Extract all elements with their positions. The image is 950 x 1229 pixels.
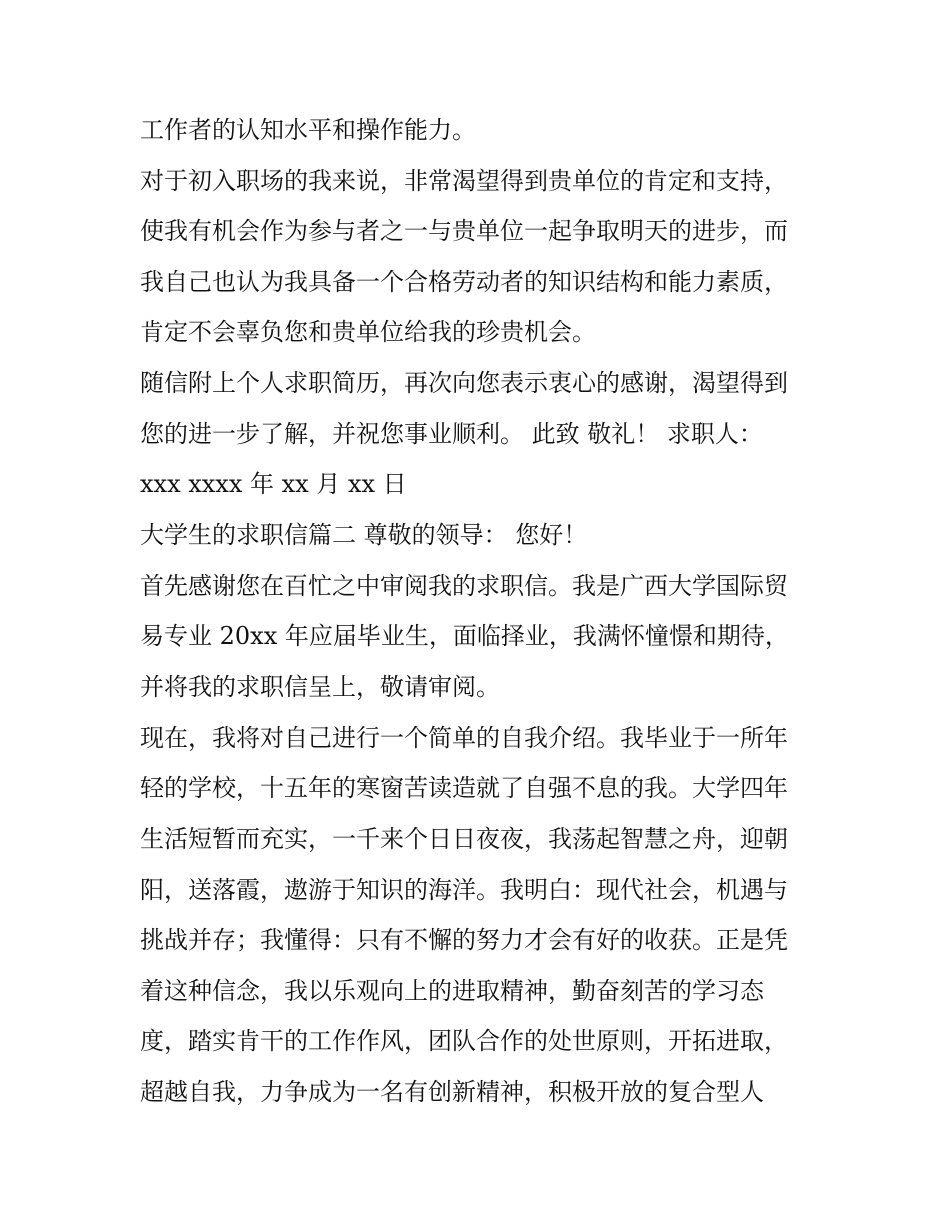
text-line-4: 我自己也认为我具备一个合格劳动者的知识结构和能力素质， bbox=[140, 268, 788, 296]
text-line-15: 生活短暂而充实，一千来个日日夜夜，我荡起智慧之舟，迎朝 bbox=[140, 825, 788, 853]
text-line-20: 超越自我，力争成为一名有创新精神，积极开放的复合型人 bbox=[140, 1078, 764, 1106]
text-line-18: 着这种信念，我以乐观向上的进取精神，勤奋刻苦的学习态 bbox=[140, 977, 764, 1005]
text-line-5: 肯定不会辜负您和贵单位给我的珍贵机会。 bbox=[140, 318, 596, 346]
text-line-7: 您的进一步了解，并祝您事业顺利。 此致 敬礼！ 求职人： bbox=[140, 420, 763, 448]
text-line-16: 阳，送落霞，遨游于知识的海洋。我明白：现代社会，机遇与 bbox=[140, 876, 788, 904]
text-line-1: 工作者的认知水平和操作能力。 bbox=[140, 116, 476, 144]
text-line-10: 首先感谢您在百忙之中审阅我的求职信。我是广西大学国际贸 bbox=[140, 572, 788, 600]
text-line-8: xxx xxxx 年 xx 月 xx 日 bbox=[140, 470, 407, 498]
text-line-19: 度，踏实肯干的工作作风，团队合作的处世原则，开拓进取， bbox=[140, 1027, 788, 1055]
text-line-3: 使我有机会作为参与者之一与贵单位一起争取明天的进步，而 bbox=[140, 217, 788, 245]
text-line-6: 随信附上个人求职简历，再次向您表示衷心的感谢，渴望得到 bbox=[140, 369, 788, 397]
text-line-9: 大学生的求职信篇二 尊敬的领导： 您好！ bbox=[140, 521, 588, 549]
text-line-13: 现在，我将对自己进行一个简单的自我介绍。我毕业于一所年 bbox=[140, 724, 788, 752]
text-line-12: 并将我的求职信呈上，敬请审阅。 bbox=[140, 673, 500, 701]
text-line-11: 易专业 20xx 年应届毕业生，面临择业，我满怀憧憬和期待， bbox=[140, 622, 789, 650]
text-line-17: 挑战并存；我懂得：只有不懈的努力才会有好的收获。正是凭 bbox=[140, 926, 788, 954]
text-line-2: 对于初入职场的我来说，非常渴望得到贵单位的肯定和支持， bbox=[140, 167, 788, 195]
text-line-14: 轻的学校，十五年的寒窗苦读造就了自强不息的我。大学四年 bbox=[140, 774, 788, 802]
